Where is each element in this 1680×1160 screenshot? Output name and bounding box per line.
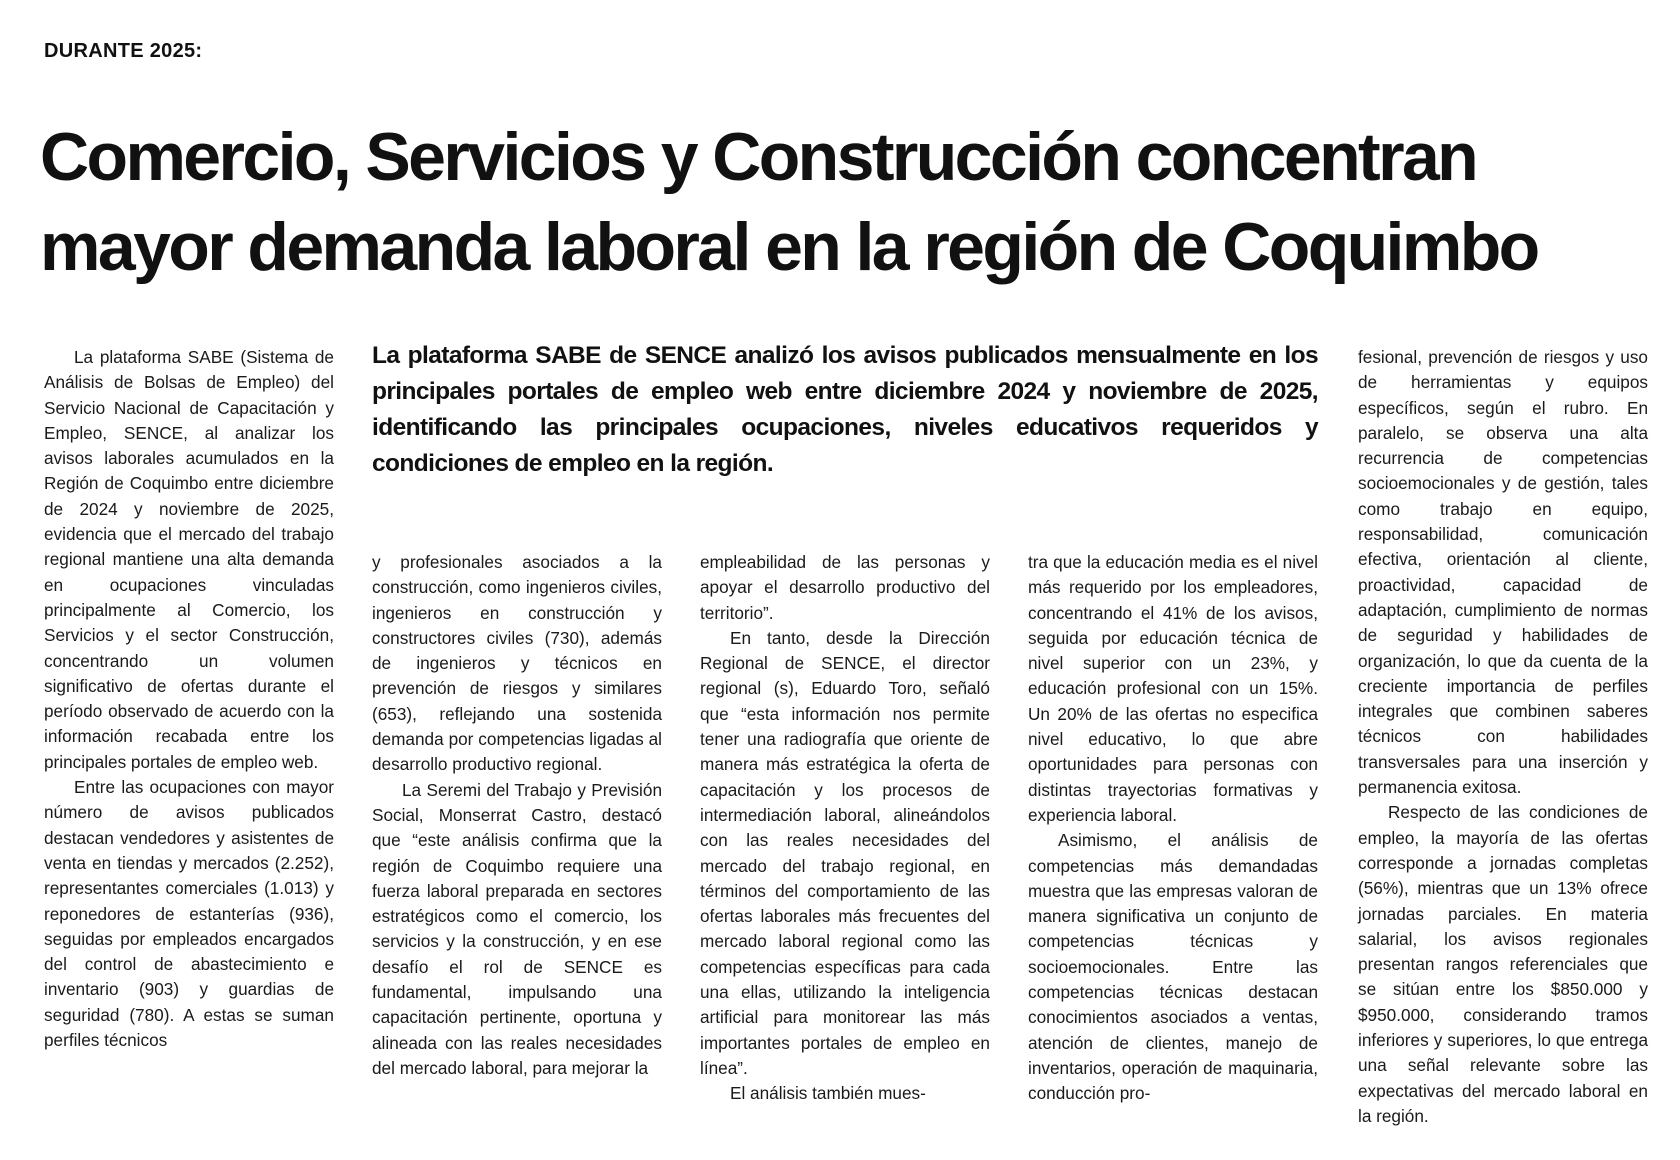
article-column-2	[372, 550, 662, 1081]
section-kicker: DURANTE 2025:	[44, 40, 203, 62]
paragraph-continued: tra que la educación media es el nivel más requerido por los empleadores, concentrando el 41% de los avisos, seguida por educación técnica de nivel superior con un 23%, y educación profesional con un 15%. Un 20% de las ofertas no especifica nivel educativo, lo que abre oportunidades para personas con distintas trayectorias formativas y experiencia laboral.	[1028, 552, 1318, 825]
paragraph: Respecto de las condiciones de empleo, la mayoría de las ofertas corresponde a jornadas completas (56%), mientras que un 13% ofrece jornadas parciales. En materia salarial, los avisos regionales presentan rangos referenciales que se sitúan entre los $850.000 y $950.000, considerando tramos inferiores y superiores, lo que entrega una señal relevante sobre las expectativas del mercado laboral en la región.	[1358, 802, 1648, 1126]
paragraph: Entre las ocupaciones con mayor número de avisos publicados destacan vendedores y asistentes de venta en tiendas y mercados (2.252), representantes comerciales (1.013) y reponedores de estanterías (936), seguidas por empleados encargados del control de abastecimiento e inventario (903) y guardias de seguridad (780). A estas se suman perfiles técnicos	[44, 777, 334, 1051]
headline-line-2: mayor demanda laboral en la región de Coquimbo	[40, 209, 1538, 285]
article-column-1	[44, 345, 334, 1053]
headline-line-1: Comercio, Servicios y Construcción concentran	[40, 119, 1477, 195]
paragraph-continued: empleabilidad de las personas y apoyar el desarrollo productivo del territorio”.	[700, 552, 990, 623]
paragraph-continued: y profesionales asociados a la construcción, como ingenieros civiles, ingenieros en construcción y constructores civiles (730), además de ingenieros y técnicos en prevención de riesgos y similares (653), reflejando una sostenida demanda por competencias ligadas al desarrollo productivo regional.	[372, 552, 662, 775]
paragraph: La plataforma SABE (Sistema de Análisis de Bolsas de Empleo) del Servicio Nacional de Capacitación y Empleo, SENCE, al analizar los avisos laborales acumulados en la Región de Coquimbo entre diciembre de 2024 y noviembre de 2025, evidencia que el mercado del trabajo regional mantiene una alta demanda en ocupaciones vinculadas principalmente al Comercio, los Servicios y el sector Construcción, concentrando un volumen significativo de ofertas durante el período observado de acuerdo con la información recabada entre los principales portales de empleo web.	[44, 347, 334, 772]
paragraph-continued: fesional, prevención de riesgos y uso de herramientas y equipos específicos, según el rubro. En paralelo, se observa una alta recurrencia de competencias socioemocionales y de gestión, tales como trabajo en equipo, responsabilidad, comunicación efectiva, orientación al cliente, proactividad, capacidad de adaptación, cumplimiento de normas de seguridad y habilidades de organización, lo que da cuenta de la creciente importancia de perfiles integrales que combinen saberes técnicos con habilidades transversales para una inserción y permanencia exitosa.	[1358, 347, 1648, 798]
paragraph: En tanto, desde la Dirección Regional de SENCE, el director regional (s), Eduardo Toro, señaló que “esta información nos permite tener una radiografía que oriente de manera más estratégica la oferta de capacitación y los procesos de intermediación laboral, alineándolos con las reales necesidades del mercado del trabajo regional, en términos del comportamiento de las ofertas laborales más frecuentes del mercado laboral regional como las competencias específicas para cada una ellas, utilizando la inteligencia artificial para monitorear las más importantes portales de empleo en línea”.	[700, 627, 990, 1078]
headline	[40, 112, 1640, 292]
paragraph: El análisis también mues-	[730, 1083, 926, 1104]
article-column-3	[700, 550, 990, 1107]
article-column-5	[1358, 345, 1648, 1129]
paragraph: Asimismo, el análisis de competencias más demandadas muestra que las empresas valoran de manera significativa un conjunto de competencias técnicas y socioemocionales. Entre las competencias técnicas destacan conocimientos asociados a ventas, atención de clientes, manejo de inventarios, operación de maquinaria, conducción pro-	[1028, 830, 1318, 1104]
article-column-4	[1028, 550, 1318, 1107]
deck-summary: La plataforma SABE de SENCE analizó los avisos publicados mensualmente en los principales portales de empleo web entre diciembre 2024 y noviembre de 2025, identificando las principales ocupaciones, niveles educativos requeridos y condiciones de empleo en la región.	[372, 342, 1318, 477]
paragraph: La Seremi del Trabajo y Previsión Social, Monserrat Castro, destacó que “este análisis confirma que la región de Coquimbo requiere una fuerza laboral preparada en sectores estratégicos como el comercio, los servicios y la construcción, y en ese desafío el rol de SENCE es fundamental, impulsando una capacitación pertinente, oportuna y alineada con las reales necesidades del mercado laboral, para mejorar la	[372, 779, 662, 1078]
